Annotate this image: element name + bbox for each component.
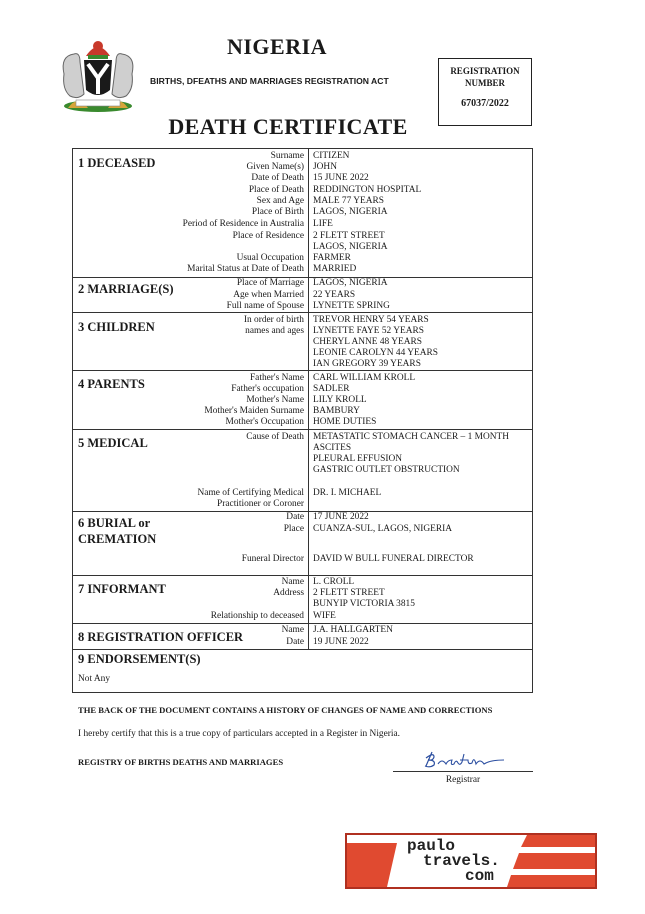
child-entry: CHERYL ANNE 48 YEARS	[313, 337, 422, 347]
field-value: MALE 77 YEARS	[313, 196, 385, 206]
field-label: Mother's Maiden Surname	[204, 406, 304, 416]
certificate-table	[72, 148, 533, 693]
field-label: names and ages	[245, 326, 304, 336]
field-label: Place of Residence	[232, 231, 304, 241]
field-value: BAMBURY	[313, 406, 360, 416]
country-heading: NIGERIA	[226, 34, 328, 59]
cause-entry: PLEURAL EFFUSION	[313, 454, 402, 464]
cause-entry: GASTRIC OUTLET OBSTRUCTION	[313, 465, 460, 475]
field-label: Place	[283, 524, 304, 534]
field-label: Father's occupation	[231, 384, 304, 394]
field-value: J.A. HALLGARTEN	[313, 625, 393, 635]
field-value: 15 JUNE 2022	[313, 173, 369, 183]
registrar-signature	[420, 748, 510, 772]
section-heading: 1 DECEASED	[78, 156, 156, 170]
registration-number: 67037/2022	[461, 98, 509, 109]
field-label: In order of birth	[243, 315, 304, 325]
child-entry: LYNETTE FAYE 52 YEARS	[313, 326, 424, 336]
field-label: Address	[273, 588, 304, 598]
field-label: Place of Death	[248, 185, 304, 195]
watermark-text: paulo travels. com	[407, 837, 500, 885]
section-endorsement	[73, 649, 532, 694]
child-entry: TREVOR HENRY 54 YEARS	[313, 315, 429, 325]
field-value: LIFE	[313, 219, 333, 229]
section-heading: 2 MARRIAGE(S)	[78, 282, 174, 296]
registration-act: BIRTHS, DFEATHS AND MARRIAGES REGISTRATION ACT	[150, 76, 389, 86]
section-heading: 8 REGISTRATION OFFICER	[78, 630, 244, 644]
field-label: Period of Residence in Australia	[182, 219, 304, 229]
field-label: Marital Status at Date of Death	[187, 264, 304, 274]
field-value: LAGOS, NIGERIA	[313, 278, 388, 288]
field-value: LILY KROLL	[313, 395, 367, 405]
field-label: Age when Married	[233, 290, 304, 300]
endorsement-text: Not Any	[78, 674, 111, 684]
field-label: Date	[286, 637, 304, 647]
section-heading: 6 BURIAL or	[78, 516, 151, 530]
field-value: 2 FLETT STREET	[313, 231, 385, 241]
document-title: DEATH CERTIFICATE	[168, 114, 408, 139]
field-label: Place of Birth	[251, 207, 304, 217]
field-label: Surname	[270, 151, 304, 161]
field-value: L. CROLL	[313, 577, 355, 587]
field-value: 17 JUNE 2022	[313, 512, 369, 522]
field-value: LAGOS, NIGERIA	[313, 242, 388, 252]
field-value: WIFE	[313, 611, 336, 621]
field-value: 22 YEARS	[313, 290, 356, 300]
field-label: Father's Name	[249, 373, 304, 383]
field-label: Usual Occupation	[236, 253, 304, 263]
section-heading: 7 INFORMANT	[78, 582, 166, 596]
field-label: Name	[281, 625, 304, 635]
field-label: Name of Certifying Medical	[197, 488, 304, 498]
field-value: JOHN	[313, 162, 337, 172]
section-parents	[73, 370, 532, 429]
registrar-label: Registrar	[445, 775, 481, 785]
field-label: Mother's Occupation	[225, 417, 304, 427]
signature-line	[393, 771, 533, 772]
section-informant	[73, 575, 532, 623]
section-deceased	[73, 149, 532, 277]
cause-entry: METASTATIC STOMACH CANCER – 1 MONTH	[313, 432, 509, 442]
field-label: Cause of Death	[246, 432, 304, 442]
cause-entry: ASCITES	[313, 443, 352, 453]
child-entry: IAN GREGORY 39 YEARS	[313, 359, 421, 369]
section-burial	[73, 511, 532, 575]
field-label: Date of Death	[251, 173, 304, 183]
field-value: BUNYIP VICTORIA 3815	[313, 599, 415, 609]
section-children	[73, 312, 532, 370]
field-value: DAVID W BULL FUNERAL DIRECTOR	[313, 554, 474, 564]
field-label: Place of Marriage	[236, 278, 304, 288]
field-label: Full name of Spouse	[226, 301, 304, 311]
field-value: SADLER	[313, 384, 350, 394]
section-registration	[73, 623, 532, 649]
section-medical	[73, 429, 532, 511]
field-label: Funeral Director	[241, 554, 304, 564]
back-notice: THE BACK OF THE DOCUMENT CONTAINS A HISTORY OF CHANGES OF NAME AND CORRECTIONS	[78, 705, 493, 715]
field-label: Sex and Age	[256, 196, 304, 206]
field-value: HOME DUTIES	[313, 417, 377, 427]
certification-statement: I hereby certify that this is a true copy of particulars accepted in a Register in Nigeria.	[78, 729, 401, 739]
field-value: LAGOS, NIGERIA	[313, 207, 388, 217]
coat-of-arms-icon	[50, 34, 146, 114]
field-label: Mother's Name	[246, 395, 304, 405]
field-value: DR. I. MICHAEL	[313, 488, 382, 498]
field-label: Relationship to deceased	[210, 611, 304, 621]
field-value: REDDINGTON HOSPITAL	[313, 185, 422, 195]
field-value: LYNETTE SPRING	[313, 301, 390, 311]
section-heading: 9 ENDORSEMENT(S)	[78, 652, 201, 666]
field-label: Given Name(s)	[246, 162, 304, 172]
field-value: 19 JUNE 2022	[313, 637, 369, 647]
field-value: CUANZA-SUL, LAGOS, NIGERIA	[313, 524, 453, 534]
field-label: Date	[286, 512, 304, 522]
field-value: CARL WILLIAM KROLL	[313, 373, 416, 383]
registry-name: REGISTRY OF BIRTHS DEATHS AND MARRIAGES	[78, 757, 284, 767]
registration-label: REGISTRATION NUMBER	[450, 66, 520, 88]
field-label: Name	[281, 577, 304, 587]
child-entry: LEONIE CAROLYN 44 YEARS	[313, 348, 439, 358]
section-heading: CREMATION	[78, 532, 157, 546]
field-value: CITIZEN	[313, 151, 350, 161]
section-heading: 4 PARENTS	[78, 377, 145, 391]
field-value: MARRIED	[313, 264, 357, 274]
watermark-logo	[345, 833, 597, 889]
field-value: 2 FLETT STREET	[313, 588, 385, 598]
field-value: FARMER	[313, 253, 351, 263]
section-heading: 3 CHILDREN	[78, 320, 155, 334]
field-label: Practitioner or Coroner	[217, 499, 304, 509]
section-marriage	[73, 277, 532, 312]
section-heading: 5 MEDICAL	[78, 436, 148, 450]
